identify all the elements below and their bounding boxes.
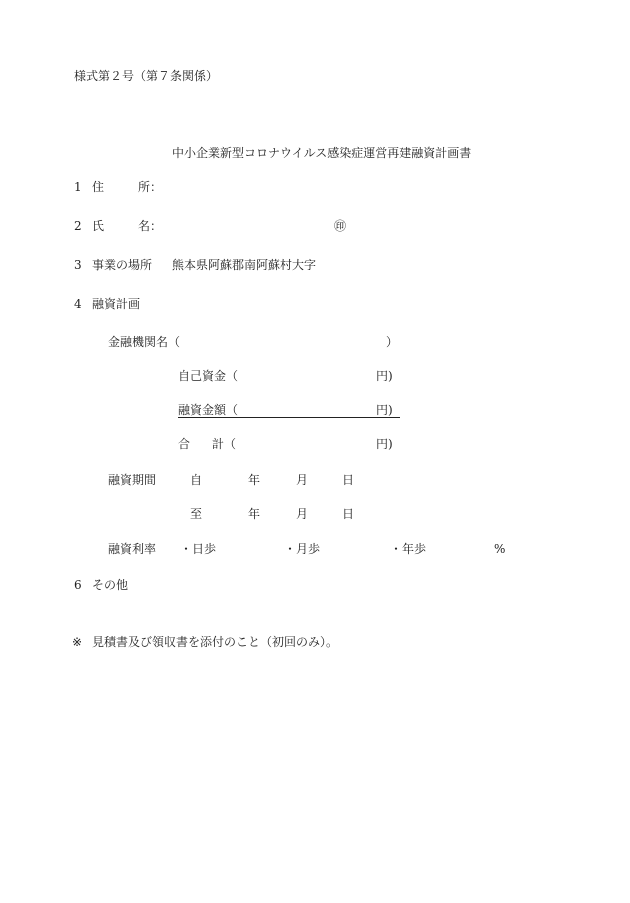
- total-label-a: 合: [178, 437, 191, 451]
- total-yen: 円): [376, 437, 393, 451]
- period-to-month: 月: [296, 507, 309, 521]
- note-mark: ※: [72, 635, 83, 649]
- item-number-3: 3: [74, 258, 82, 272]
- period-from-year: 年: [248, 473, 261, 487]
- item-number-2: 2: [74, 219, 82, 233]
- period-to-day: 日: [342, 507, 355, 521]
- own-funds-yen: 円): [376, 369, 393, 383]
- loan-amount-yen: 円): [376, 403, 393, 417]
- loan-amount-underline: [178, 417, 400, 418]
- rate-daily: ・日歩: [180, 542, 217, 556]
- interest-rate-label: 融資利率: [108, 542, 157, 556]
- bank-name-close: ）: [386, 335, 399, 349]
- period-from-month: 月: [296, 473, 309, 487]
- address-label-b: 所：: [138, 180, 163, 194]
- address-label-a: 住: [92, 180, 105, 194]
- rate-yearly: ・年歩: [390, 542, 427, 556]
- total-label-b: 計（: [212, 437, 237, 451]
- own-funds-label: 自己資金（: [178, 369, 239, 383]
- loan-plan-label: 融資計画: [92, 297, 141, 311]
- note-text: 見積書及び領収書を添付のこと（初回のみ）。: [92, 635, 339, 649]
- loan-period-label: 融資期間: [108, 473, 157, 487]
- item-number-4: 4: [74, 297, 82, 311]
- seal-mark: ㊞: [334, 219, 347, 233]
- item-number-1: 1: [74, 180, 82, 194]
- bank-name-label: 金融機関名（: [108, 335, 181, 349]
- business-place-label: 事業の場所: [92, 258, 153, 272]
- other-label: その他: [92, 578, 129, 592]
- name-label-b: 名：: [138, 219, 163, 233]
- document-title: 中小企業新型コロナウイルス感染症運営再建融資計画書: [172, 146, 472, 160]
- business-place-value: 熊本県阿蘇郡南阿蘇村大字: [172, 258, 317, 272]
- item-number-6: 6: [74, 578, 82, 592]
- rate-percent: %: [494, 542, 506, 556]
- rate-monthly: ・月歩: [284, 542, 321, 556]
- name-label-a: 氏: [92, 219, 105, 233]
- period-to: 至: [190, 507, 203, 521]
- loan-amount-label: 融資金額（: [178, 403, 239, 417]
- form-number: 様式第２号（第７条関係）: [74, 69, 219, 83]
- period-to-year: 年: [248, 507, 261, 521]
- period-from-day: 日: [342, 473, 355, 487]
- period-from: 自: [190, 473, 203, 487]
